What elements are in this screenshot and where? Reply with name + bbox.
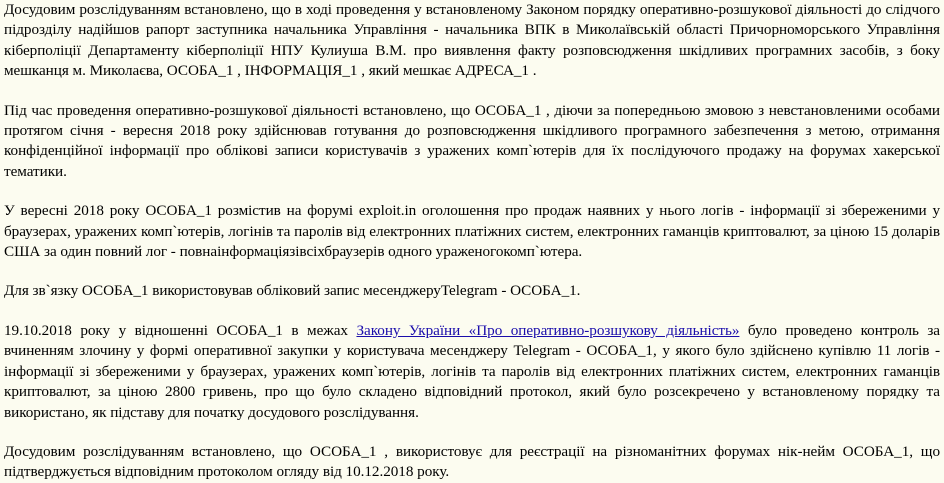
paragraph-6: Досудовим розслідуванням встановлено, що ОСОБА_1 , використовує для реєстрації на різноманітних форумах нік-нейм ОСОБА_1, що підтверджується відповідним протоколом огляду від 10.12.2018 року. (4, 442, 940, 481)
paragraph-4: Для зв`язку ОСОБА_1 використовував обліковий запис месенджеруTelegram - ОСОБА_1. (4, 282, 581, 300)
law-link[interactable]: Закону України «Про оперативно-розшукову діяльність» (356, 321, 740, 339)
paragraph-1: Досудовим розслідуванням встановлено, що в ході проведення у встановленому Законом порядку оперативно-розшукової діяльності до слідчого підрозділу надійшов рапорт заступника начальника Управління - начальника ВПК в Миколаївській області Причорноморського Управління кіберполіції Департаменту кіберполіції НПУ Кулиуша В.М. про виявлення факту розповсюдження шкідливих програмних засобів, з боку мешканця м. Миколаєва, ОСОБА_1 , ІНФОРМАЦІЯ_1 , який мешкає АДРЕСА_1 . (4, 1, 940, 80)
paragraph-5-text-before: 19.10.2018 року у відношенні ОСОБА_1 в межах (4, 321, 357, 339)
paragraph-5 (4, 321, 940, 423)
paragraph-5-text-after: було проведено контроль за вчиненням злочину у формі оперативної закупки у користувача месенджеру Telegram - ОСОБА_1, у якого було здійснено купівлю 11 логів - інформації зі збереженими у браузерах, уражених комп`ютерів, логінів та паролів від електронних платіжних систем, електронних гаманців криптовалют, за ціною 2800 гривень, про що було складено відповідний протокол, який було розсекречено у встановленому порядку та використано, як підставу для початку досудового розслідування. (4, 321, 940, 421)
paragraph-3: У вересні 2018 року ОСОБА_1 розмістив на форумі exploit.in оголошення про продаж наявних у нього логів - інформації зі збереженими у браузерах, уражених комп`ютерів, логінів та паролів від електронних платіжних систем, електронних гаманців криптовалют, за ціною 15 доларів США за один повний лог - повнаінформаціязівсіхбраузерів одного ураженогокомп`ютера. (4, 202, 940, 261)
paragraph-2: Під час проведення оперативно-розшукової діяльності встановлено, що ОСОБА_1 , діючи за попередньою змовою з невстановленими особами протягом січня - вересня 2018 року здійснював готування до розповсюдження шкідливого програмного забезпечення з метою, отримання конфіденційної інформації про облікові записи користувачів з уражених комп`ютерів для їх послідуючого продажу на форумах хакерської тематики. (4, 101, 940, 180)
